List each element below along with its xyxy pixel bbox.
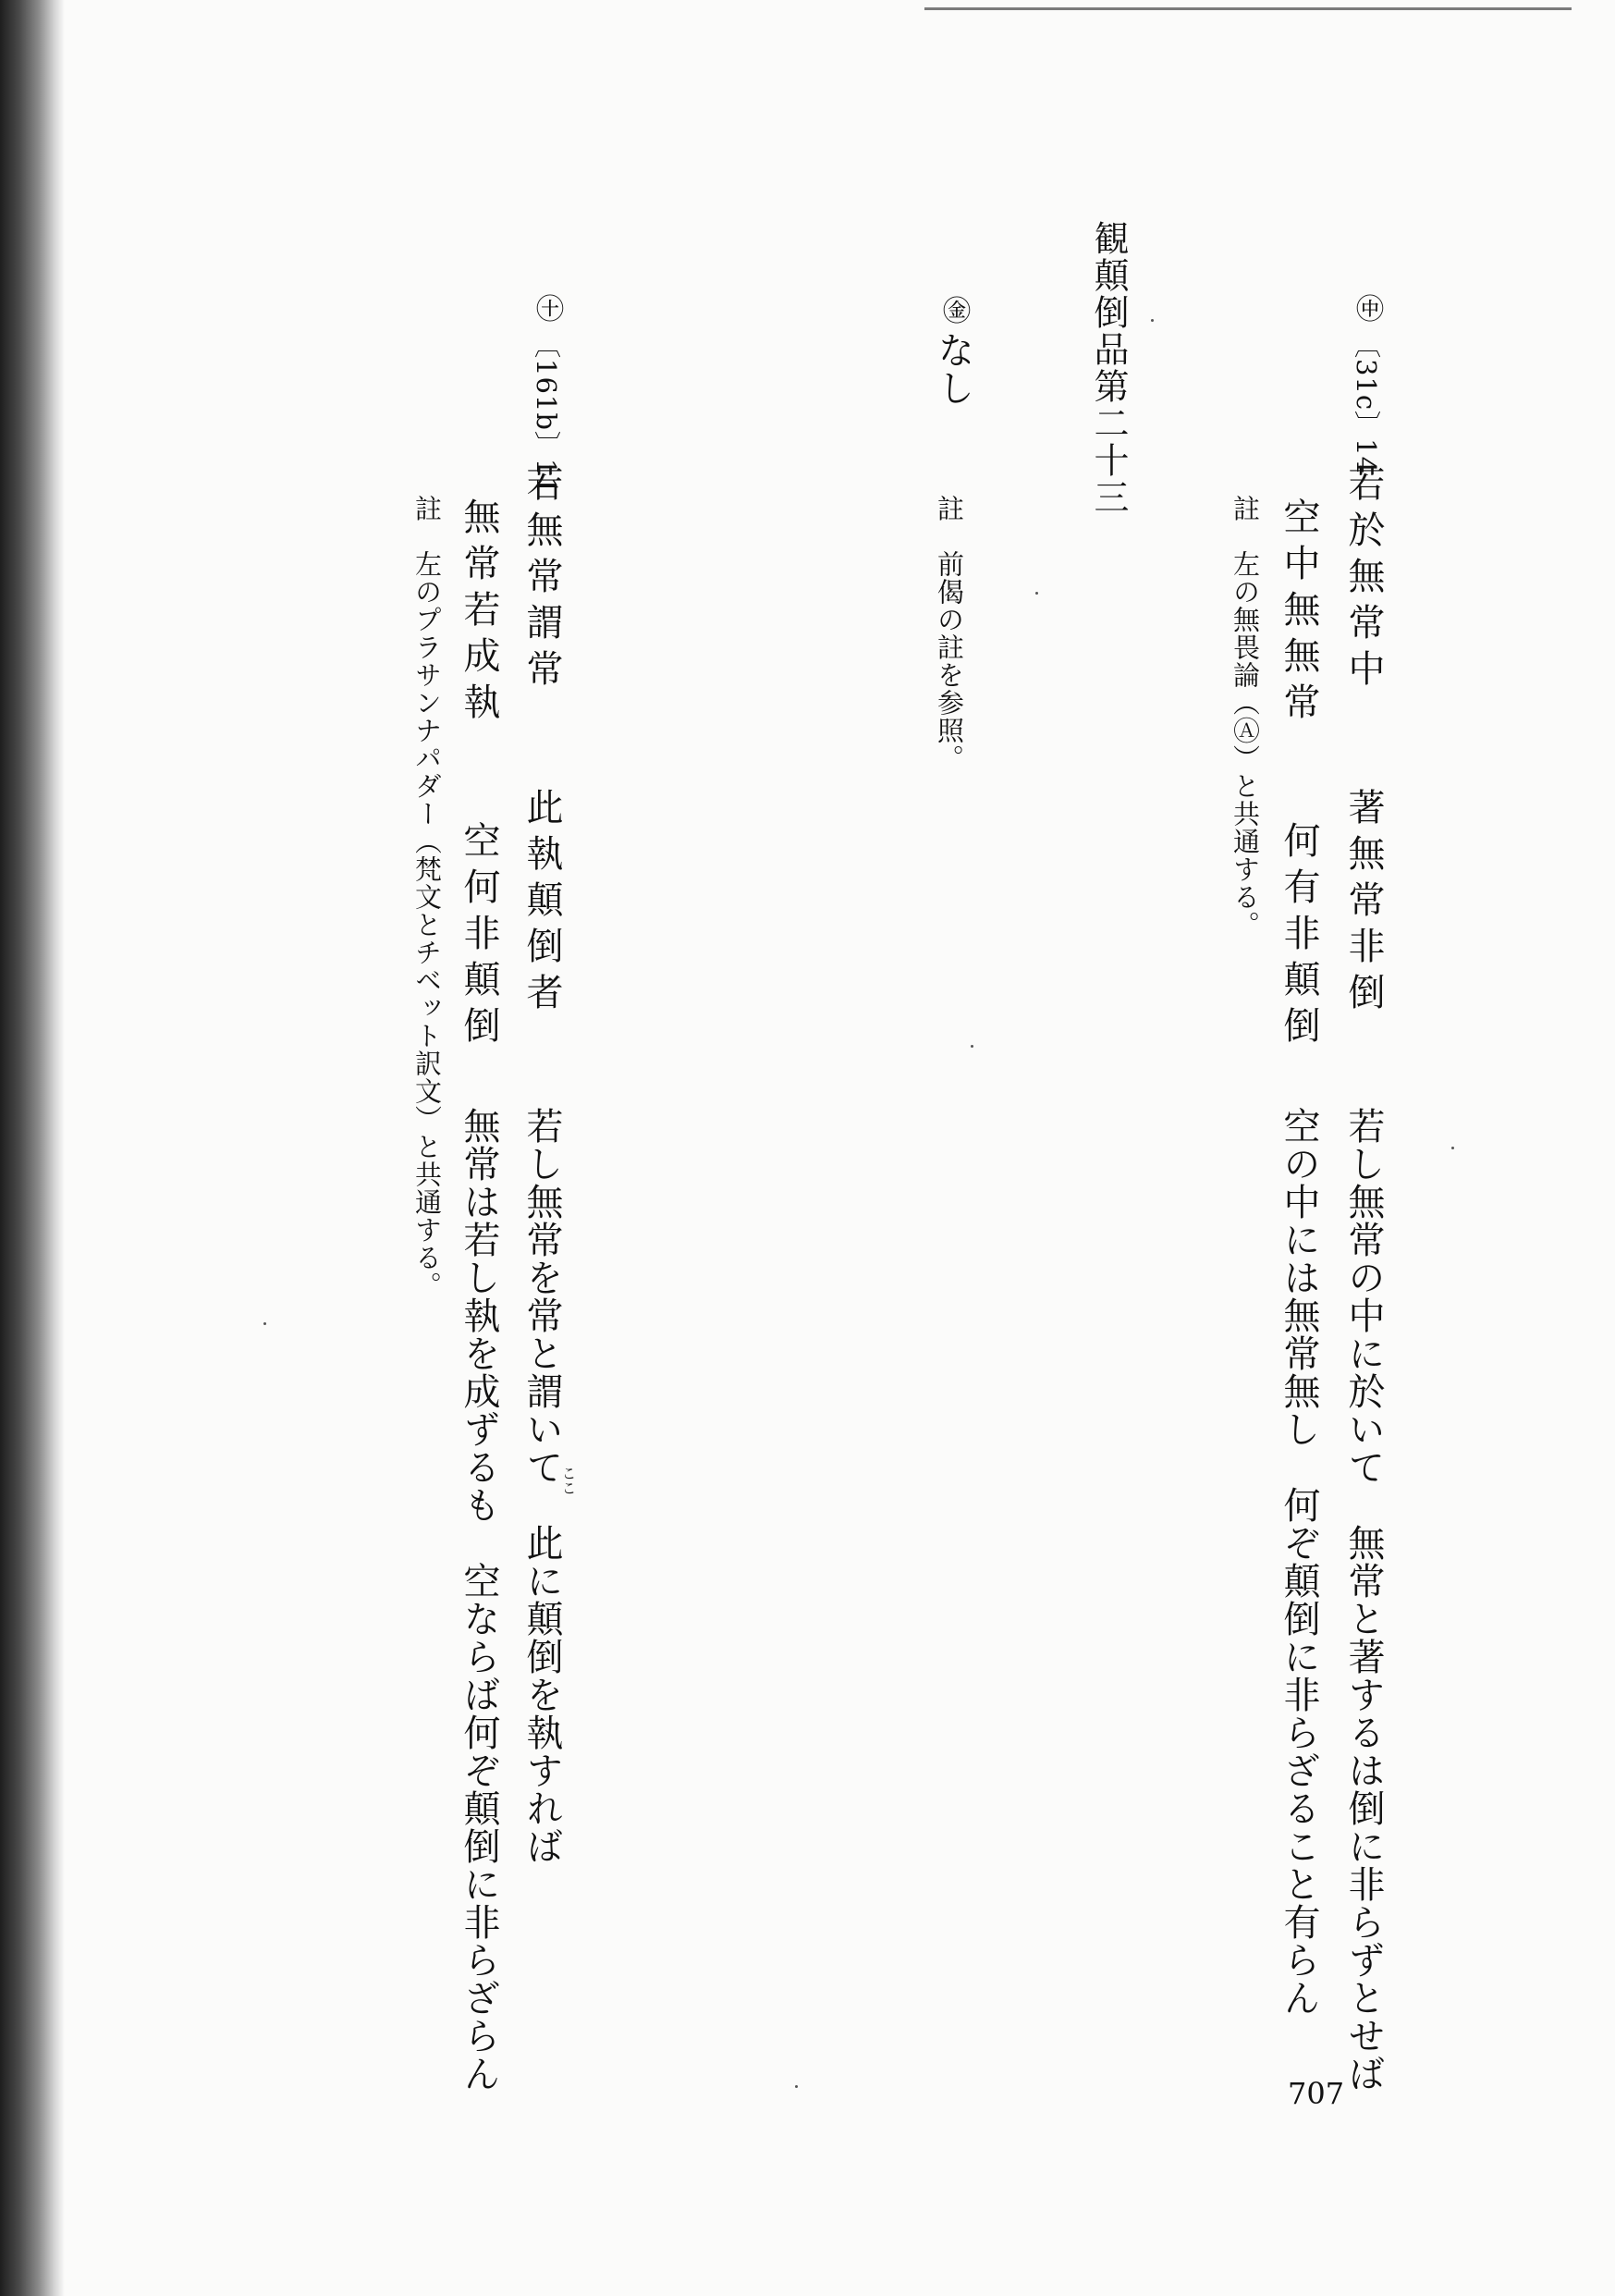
- section2-label: ㊎: [937, 296, 970, 324]
- scan-speck: [1151, 319, 1154, 322]
- section3-label: ㊉: [531, 294, 563, 322]
- section3-verse-line1: 若無常謂常 此執顛倒者: [520, 464, 563, 1019]
- section2-note: 註 前偈の註を参照。: [934, 495, 965, 772]
- chapter-title: 観顛倒品第二十三: [1088, 220, 1129, 516]
- scan-speck: [1451, 1147, 1454, 1149]
- section2-text: なし: [932, 331, 974, 407]
- section1-label: ㊥: [1351, 294, 1383, 322]
- section3-kundoku-line2: 無常は若し執を成ずるも 空ならば何ぞ顛倒に非らざらん: [458, 1107, 500, 2093]
- scan-speck: [795, 2085, 798, 2088]
- section1-verse-line2: 空中無無常 何有非顛倒: [1278, 497, 1320, 1052]
- page-number: 707: [1288, 2076, 1345, 2111]
- section1-kundoku-line1: 若し無常の中に於いて 無常と著するは倒に非らずとせば: [1342, 1107, 1385, 2093]
- section3-ref: 〔161b〕11: [531, 331, 562, 495]
- section3-kundoku-line1: 若し無常を常と謂いて 此に顛倒を執すれば: [520, 1107, 563, 1865]
- scan-speck: [1035, 592, 1038, 595]
- binding-shadow: [0, 0, 65, 2296]
- section1-verse-line1: 若於無常中 著無常非倒: [1342, 464, 1385, 1019]
- section3-ruby: ここ: [559, 1466, 577, 1495]
- section1-kundoku-line2: 空の中には無常無し 何ぞ顛倒に非らざること有らん: [1278, 1107, 1320, 2017]
- top-rule: [924, 7, 1572, 10]
- scan-speck: [971, 1045, 973, 1048]
- scan-speck: [263, 1322, 266, 1325]
- section3-verse-line2: 無常若成執 空何非顛倒: [458, 497, 500, 1052]
- section3-note: 註 左のプラサンナパダー（梵文とチベット訳文）と共通する。: [411, 495, 443, 1299]
- section1-ref: 〔31c〕14: [1351, 331, 1382, 475]
- section1-note: 註 左の無畏論（Ⓐ）と共通する。: [1230, 495, 1261, 939]
